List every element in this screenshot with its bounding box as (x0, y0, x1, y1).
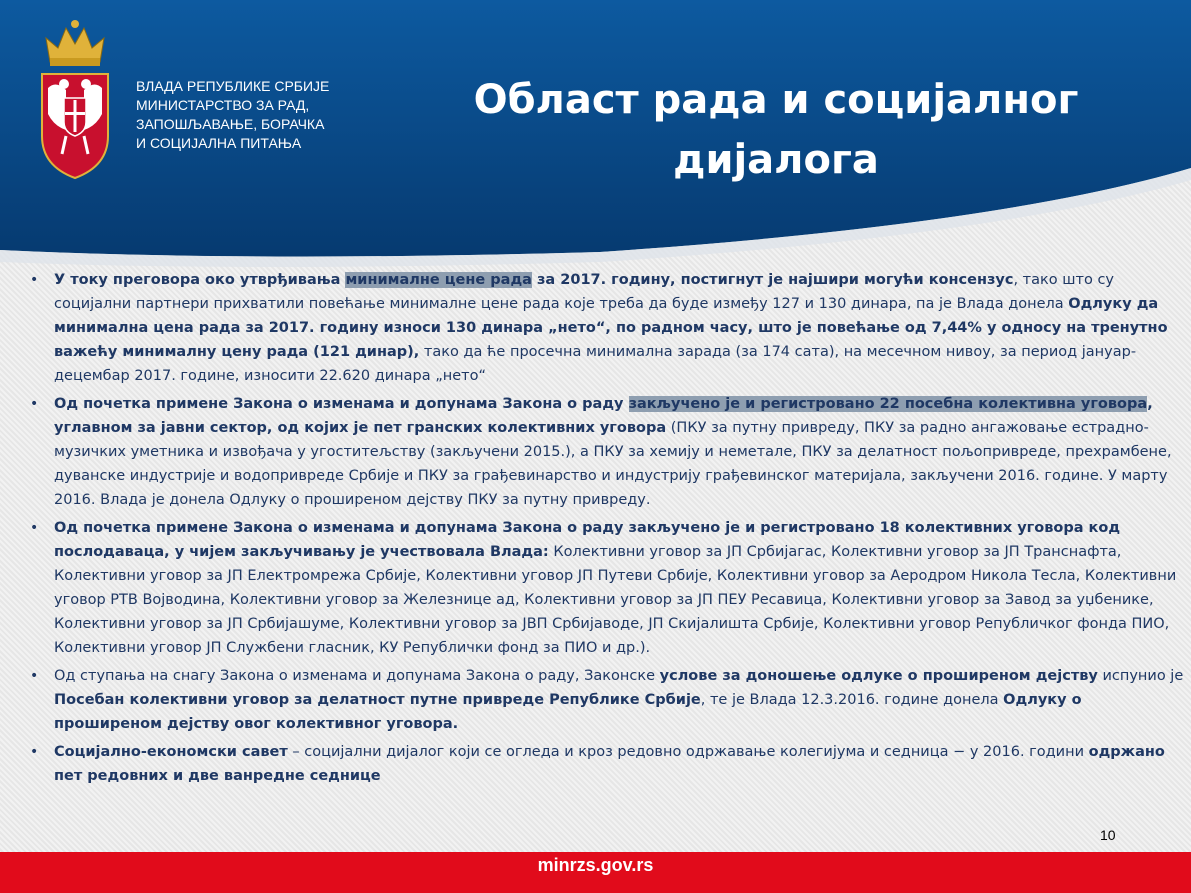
text-segment: Одлуку да минимална цена рада за 2017. годину износи 130 динара „нето“, по радном часу, што је повећање од 7,44% у односу на тренутно важећу минималну цену рада (121 динар), (54, 296, 1168, 360)
text-segment: Од ступања на снагу Закона о изменама и допунама Закона о раду, Законске (54, 668, 660, 684)
list-item (24, 516, 1184, 660)
bullet-icon: • (30, 396, 39, 412)
list-item-text (54, 516, 1184, 660)
text-segment: испунио је (1097, 668, 1184, 684)
text-segment: Од почетка примене Закона о изменама и допунама Закона о раду (54, 396, 629, 412)
text-segment: закључено је и регистровано 22 посебна колективна уговора (628, 396, 1148, 412)
list-item (24, 740, 1184, 788)
list-item (24, 392, 1184, 512)
text-segment: минималне цене рада (345, 272, 532, 288)
bullet-icon: • (30, 520, 39, 536)
footer-bar (0, 852, 1191, 893)
page-title: Област рада и социјалног дијалога (473, 77, 1079, 183)
ministry-name: ВЛАДА РЕПУБЛИКЕ СРБИЈЕ МИНИСТАРСТВО ЗА РАД, ЗАПОШЉАВАЊЕ, БОРАЧКА И СОЦИЈАЛНА ПИТАЊА (136, 78, 330, 151)
page-number: 10 (1100, 827, 1116, 843)
list-item (24, 268, 1184, 388)
text-segment: , углавном за јавни сектор, од којих је пет гранских колективних уговора (54, 396, 1153, 436)
bullet-icon: • (30, 272, 39, 288)
text-segment: Колективни уговор за ЈП Србијагас, Колективни уговор за ЈП Транснафта, Колективни уговор за ЈП Електромрежа Србије, Колективни уговор ЈП Путеви Србије, Колективни уговор за Аеродром Никола Тесла, Колективни уговор РТВ Војводина, Колективни уговор за Железнице ад, Колективни уговор за ЈП ПЕУ Ресавица, Колективни уговор за Завод за уџбенике, Колективни уговор за ЈП Србијашуме, Колективни уговор за ЈВП Србијаводе, ЈП Скијалишта Србије, Колективни уговор Републичког фонда ПИО, Колективни уговор ЈП Службени гласник, КУ Републички фонд за ПИО и др.). (54, 544, 1177, 656)
list-item-text (54, 740, 1184, 788)
text-segment: Социјално-економски савет (54, 744, 288, 760)
text-segment: услове за доношење одлуке о проширеном дејству (659, 668, 1098, 684)
text-segment: (ПКУ за путну привреду, ПКУ за радно ангажовање естрадно-музичких уметника и извођача у угоститељству (закључени 2015.), а ПКУ за хемију и неметале, ПКУ за делатност пољопривреде, прехрамбене, дуванске индустрије и водопривреде Србије и ПКУ за грађевинарство и индустрију грађевинског материјала, закључени 2016. године. У марту 2016. Влада је донела Одлуку о проширеном дејству ПКУ за путну привреду. (54, 420, 1172, 508)
text-segment: У току преговора око утврђивања (54, 272, 346, 288)
text-segment: , те је Влада 12.3.2016. године донела (700, 692, 1004, 708)
list-item-text (54, 268, 1184, 388)
text-segment: Посебан колективни уговор за делатност путне привреде Републике Србије (54, 692, 701, 708)
list-item (24, 664, 1184, 736)
footer-url-link[interactable]: minrzs.gov.rs (537, 855, 654, 875)
bullet-list (24, 268, 1184, 792)
text-segment: Одлуку о проширеном дејству овог колективног уговора. (54, 692, 1082, 732)
bullet-icon: • (30, 744, 39, 760)
text-segment: , тако што су социјални партнери прихватили повећање минималне цене рада које треба да буде између 127 и 130 динара, па је Влада донела (54, 272, 1115, 312)
text-segment: одржано пет редовних и две ванредне седнице (54, 744, 1165, 784)
text-segment: тако да ће просечна минимална зарада (за 174 сата), на месечном нивоу, за период јануар- децембар 2017. године, износити 22.620 динара „нето“ (54, 344, 1137, 384)
text-segment: – социјални дијалог који се огледа и кроз редовно одржавање колегијума и седница − у 2016. години (287, 744, 1089, 760)
list-item-text (54, 664, 1184, 736)
text-segment: Од почетка примене Закона о изменама и допунама Закона о раду закључено је и регистровано 18 колективних уговора код послодаваца, у чијем закључивању је учествовала Влада: (54, 520, 1121, 560)
bullet-icon: • (30, 668, 39, 684)
text-segment: за 2017. годину, постигнут је најшири могући консензус (531, 272, 1014, 288)
list-item-text (54, 392, 1184, 512)
serbian-coat-of-arms-icon (36, 18, 114, 180)
